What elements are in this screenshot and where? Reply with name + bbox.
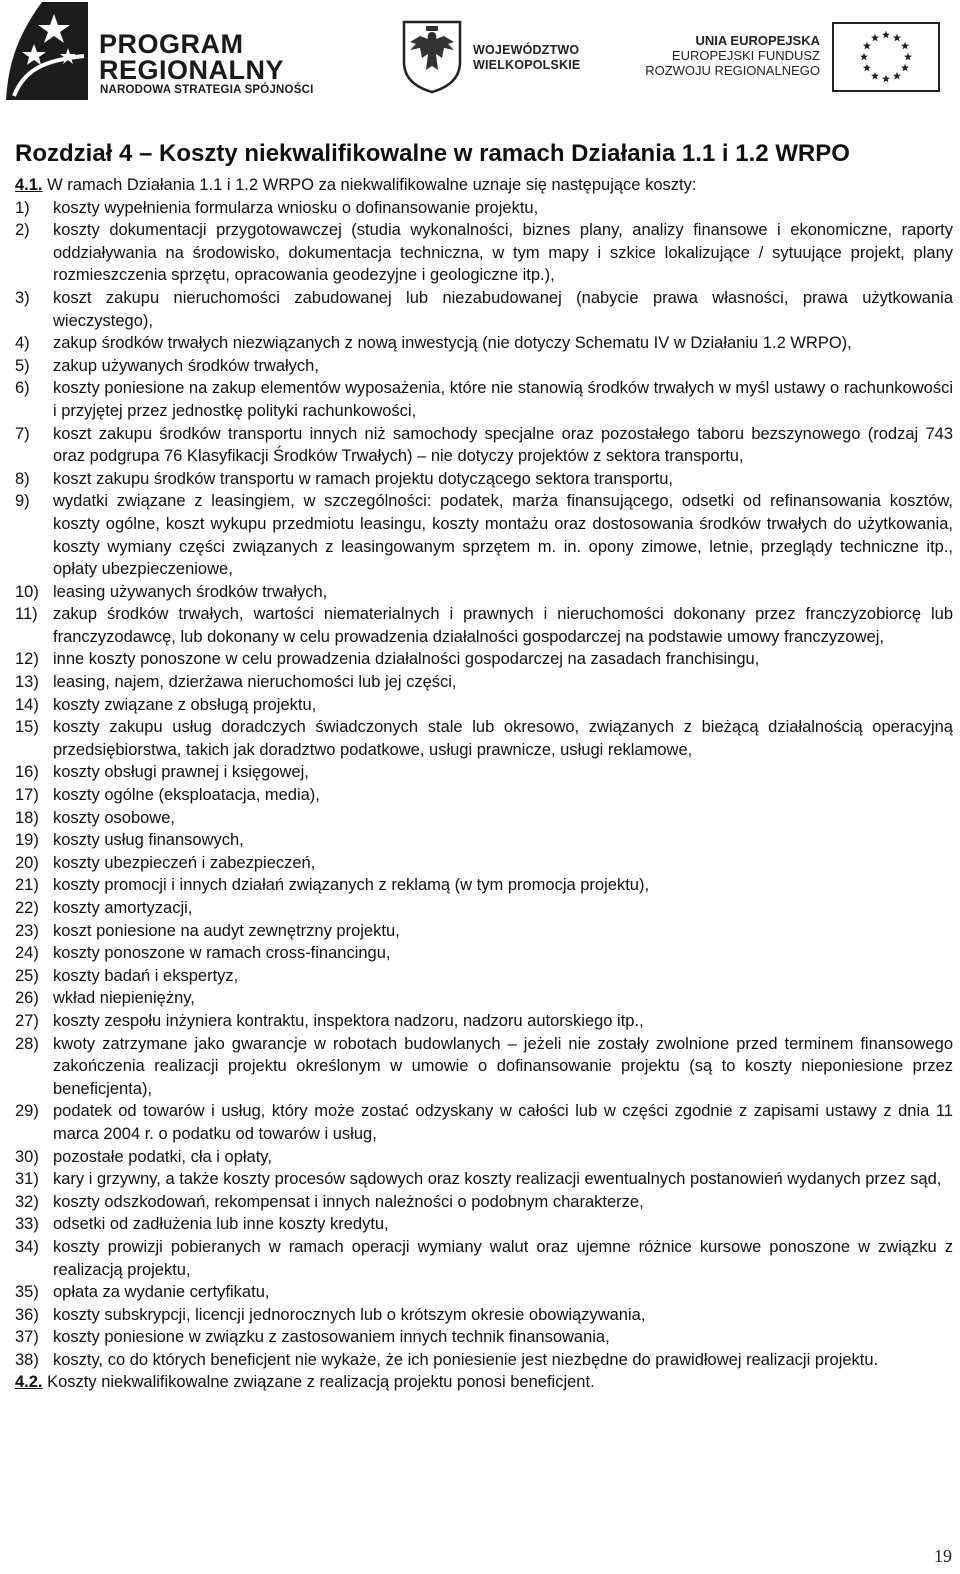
eu-logo-line2: EUROPEJSKI FUNDUSZ <box>671 48 820 63</box>
list-item-text: wkład niepieniężny, <box>53 989 195 1008</box>
eu-logo-line1: UNIA EUROPEJSKA <box>695 33 820 48</box>
list-item-number: 29) <box>15 1102 39 1121</box>
list-item-number: 32) <box>15 1192 39 1211</box>
list-item-number: 13) <box>15 673 39 692</box>
list-item-number: 36) <box>15 1305 39 1324</box>
document-body <box>15 140 953 1394</box>
list-item-number: 14) <box>15 695 39 714</box>
list-item-text: koszty związane z obsługą projektu, <box>53 695 317 714</box>
list-item-text: pozostałe podatki, cła i opłaty, <box>53 1147 272 1166</box>
list-item-number: 8) <box>15 469 30 488</box>
list-item <box>15 987 953 1010</box>
list-item-text: koszt zakupu środków transportu innych niż samochody specjalne oraz pozostałego taboru bezszynowego (rodzaj 743 oraz podgrupa 76 Klasyfikacji Środków Trwałych) – nie dotyczy projektów z sektora transportu, <box>53 424 953 466</box>
list-item <box>15 219 953 287</box>
list-item <box>15 648 953 671</box>
list-item-number: 34) <box>15 1237 39 1256</box>
list-item <box>15 377 953 422</box>
section-4-2-number: 4.2. <box>15 1373 43 1392</box>
list-item-number: 27) <box>15 1011 39 1030</box>
list-item-text: zakup środków trwałych niezwiązanych z nową inwestycją (nie dotyczy Schematu IV w Działaniu 1.2 WRPO), <box>53 334 852 353</box>
list-item-text: koszty odszkodowań, rekompensat i innych należności o podobnym charakterze, <box>53 1192 644 1211</box>
list-item <box>15 1010 953 1033</box>
list-item-number: 20) <box>15 853 39 872</box>
list-item-number: 15) <box>15 718 39 737</box>
stars-swoosh-icon <box>4 0 90 102</box>
page-number: 19 <box>934 1546 952 1566</box>
list-item <box>15 1100 953 1145</box>
list-item <box>15 1191 953 1214</box>
region-logo-line2: WIELKOPOLSKIE <box>473 58 581 72</box>
eu-logo-line3: ROZWOJU REGIONALNEGO <box>645 63 820 78</box>
program-logo-line1: PROGRAM <box>99 29 244 59</box>
list-item <box>15 761 953 784</box>
list-item <box>15 1146 953 1169</box>
list-item-number: 19) <box>15 831 39 850</box>
list-item-text: koszt zakupu środków transportu w ramach projektu dotyczącego sektora transportu, <box>53 469 673 488</box>
list-item <box>15 694 953 717</box>
list-item <box>15 942 953 965</box>
list-item-number: 28) <box>15 1034 39 1053</box>
list-item-text: kwoty zatrzymane jako gwarancje w robotach budowlanych – jeżeli nie zostały zwolnione przed terminem finansowego zakończenia realizacji projektu określonym w umowie o dofinansowanie projektu (są to koszty nieponiesione przez beneficjenta), <box>53 1034 953 1098</box>
list-item-text: koszty osobowe, <box>53 808 175 827</box>
list-item <box>15 1033 953 1101</box>
list-item-text: leasing, najem, dzierżawa nieruchomości lub jej części, <box>53 673 457 692</box>
list-item-text: koszty usług finansowych, <box>53 831 244 850</box>
list-item-text: koszty badań i ekspertyz, <box>53 966 239 985</box>
list-item-number: 18) <box>15 808 39 827</box>
list-item-number: 21) <box>15 876 39 895</box>
list-item <box>15 355 953 378</box>
list-item-number: 38) <box>15 1350 39 1369</box>
list-item-text: koszty ponoszone w ramach cross-financingu, <box>53 944 391 963</box>
list-item-text: koszty poniesione w związku z zastosowaniem innych technik finansowania, <box>53 1328 610 1347</box>
program-logo-line3: NARODOWA STRATEGIA SPÓJNOŚCI <box>100 84 314 96</box>
list-item-number: 5) <box>15 356 30 375</box>
list-item <box>15 287 953 332</box>
list-item-text: koszt zakupu nieruchomości zabudowanej lub niezabudowanej (nabycie prawa własności, prawa użytkowania wieczystego), <box>53 288 953 330</box>
eu-fund-logo <box>640 22 940 92</box>
list-item-number: 2) <box>15 221 30 240</box>
list-item-text: koszty zespołu inżyniera kontraktu, inspektora nadzoru, nadzoru autorskiego itp., <box>53 1011 644 1030</box>
list-item-number: 30) <box>15 1147 39 1166</box>
list-item <box>15 423 953 468</box>
list-item-text: koszty promocji i innych działań związanych z reklamą (w tym promocja projektu), <box>53 876 650 895</box>
section-4-2-text: Koszty niekwalifikowalne związane z realizacją projektu ponosi beneficjent. <box>42 1373 595 1392</box>
list-item <box>15 581 953 604</box>
list-item-number: 37) <box>15 1328 39 1347</box>
list-item-number: 6) <box>15 379 30 398</box>
list-item <box>15 807 953 830</box>
chapter-title: Rozdział 4 – Koszty niekwalifikowalne w ramach Działania 1.1 i 1.2 WRPO <box>15 140 850 167</box>
section-4-1-text: W ramach Działania 1.1 i 1.2 WRPO za niekwalifikowalne uznaje się następujące koszty: <box>42 176 697 194</box>
list-item-text: koszty prowizji pobieranych w ramach operacji wymiany walut oraz ujemne różnice kursowe ponoszone w związku z realizacją projektu, <box>53 1237 953 1279</box>
list-item <box>15 1213 953 1236</box>
section-4-1-number: 4.1. <box>15 176 43 194</box>
list-item <box>15 603 953 648</box>
list-item-text: koszty ubezpieczeń i zabezpieczeń, <box>53 853 316 872</box>
list-item-text: opłata za wydanie certyfikatu, <box>53 1283 270 1302</box>
list-item-number: 7) <box>15 424 30 443</box>
list-item-text: zakup używanych środków trwałych, <box>53 356 319 375</box>
non-eligible-costs-list <box>15 197 953 1372</box>
program-regionalny-logo <box>4 0 334 102</box>
list-item-number: 16) <box>15 763 39 782</box>
list-item-text: zakup środków trwałych, wartości niematerialnych i prawnych i nieruchomości dokonany przez franczyzobiorcę lub franczyzodawcę, lub dokonany w celu prowadzenia działalności gospodarczej na podstawie umowy franczyzowej, <box>53 605 953 646</box>
list-item-number: 26) <box>15 989 39 1008</box>
list-item-number: 4) <box>15 334 30 353</box>
list-item-text: podatek od towarów i usług, który może zostać odzyskany w całości lub w części zgodnie z zapisami ustawy z dnia 11 marca 2004 r. o podatku od towarów i usług, <box>53 1102 953 1143</box>
list-item-number: 22) <box>15 899 39 917</box>
list-item-text: kary i grzywny, a także koszty procesów sądowych oraz koszty realizacji ewentualnych postanowień wydanych przez sąd, <box>53 1170 942 1189</box>
list-item <box>15 874 953 897</box>
list-item-text: koszty dokumentacji przygotowawczej (studia wykonalności, biznes plany, analizy finansowe i ekonomiczne, raporty oddziaływania na środowisko, dokumentacja techniczna, w tym mapy i szkice lokalizujące / sytuujące projekt, plany rozmieszczenia sprzętu, opracowania geodezyjne i geologiczne itp.), <box>53 221 953 285</box>
list-item-number: 25) <box>15 966 39 985</box>
section-4-1 <box>15 174 953 197</box>
list-item-text: leasing używanych środków trwałych, <box>53 582 328 601</box>
list-item <box>15 920 953 943</box>
program-logo-line2: REGIONALNY <box>99 55 285 85</box>
list-item <box>15 332 953 355</box>
list-item-number: 3) <box>15 288 30 307</box>
list-item-text: koszty subskrypcji, licencji jednorocznych lub o krótszym okresie obowiązywania, <box>53 1305 646 1324</box>
list-item <box>15 897 953 920</box>
list-item-text: koszty, co do których beneficjent nie wykaże, że ich poniesienie jest niezbędne do prawidłowej realizacji projektu. <box>53 1350 879 1369</box>
list-item <box>15 490 953 580</box>
list-item-number: 23) <box>15 921 39 940</box>
list-item-text: koszty obsługi prawnej i księgowej, <box>53 763 309 782</box>
list-item <box>15 1168 953 1191</box>
list-item <box>15 468 953 491</box>
list-item <box>15 1304 953 1327</box>
list-item-text: koszty amortyzacji, <box>53 899 193 917</box>
list-item <box>15 197 953 220</box>
list-item-number: 9) <box>15 492 30 511</box>
list-item-number: 24) <box>15 944 39 963</box>
list-item <box>15 1236 953 1281</box>
list-item-text: koszty ogólne (eksploatacja, media), <box>53 786 320 805</box>
list-item-number: 33) <box>15 1215 39 1234</box>
list-item-text: koszty zakupu usług doradczych świadczonych stale lub okresowo, związanych z bieżącą działalnością operacyjną przedsiębiorstwa, takich jak doradztwo podatkowe, usługi prawnicze, usługi reklamowe, <box>53 718 953 759</box>
list-item-text: wydatki związane z leasingiem, w szczególności: podatek, marża finansującego, odsetki od refinansowania kosztów, koszty ogólne, koszt wykupu przedmiotu leasingu, koszty montażu oraz dostosowania środków trwałych do użytkowania, koszty wymiany części związanych z leasingowanym sprzętem m. in. opony zimowe, letnie, przeglądy techniczne itp., opłaty ubezpieczeniowe, <box>53 492 953 579</box>
list-item <box>15 1326 953 1349</box>
eu-flag-icon <box>832 22 940 92</box>
list-item <box>15 829 953 852</box>
list-item <box>15 1349 953 1372</box>
list-item-number: 35) <box>15 1283 39 1302</box>
list-item-number: 1) <box>15 198 30 217</box>
list-item <box>15 852 953 875</box>
page-header <box>0 0 960 110</box>
section-4-2 <box>15 1371 953 1394</box>
list-item-number: 12) <box>15 650 39 669</box>
list-item-number: 10) <box>15 582 39 601</box>
list-item-text: koszty wypełnienia formularza wniosku o dofinansowanie projektu, <box>53 198 539 217</box>
list-item-number: 11) <box>15 605 38 624</box>
list-item <box>15 716 953 761</box>
list-item <box>15 671 953 694</box>
list-item <box>15 1281 953 1304</box>
list-item-text: koszt poniesione na audyt zewnętrzny projektu, <box>53 921 400 940</box>
wielkopolska-logo <box>400 18 600 96</box>
list-item <box>15 965 953 988</box>
eagle-crest-icon <box>400 18 464 94</box>
list-item-number: 17) <box>15 786 39 805</box>
list-item <box>15 784 953 807</box>
list-item-text: odsetki od zadłużenia lub inne koszty kredytu, <box>53 1215 389 1234</box>
list-item-text: koszty poniesione na zakup elementów wyposażenia, które nie stanowią środków trwałych w myśl ustawy o rachunkowości i przyjętej przez jednostkę polityki rachunkowości, <box>53 379 953 420</box>
region-logo-line1: WOJEWÓDZTWO <box>473 43 580 57</box>
list-item-number: 31) <box>15 1170 39 1189</box>
list-item-text: inne koszty ponoszone w celu prowadzenia działalności gospodarczej na zasadach franchisingu, <box>53 650 760 669</box>
